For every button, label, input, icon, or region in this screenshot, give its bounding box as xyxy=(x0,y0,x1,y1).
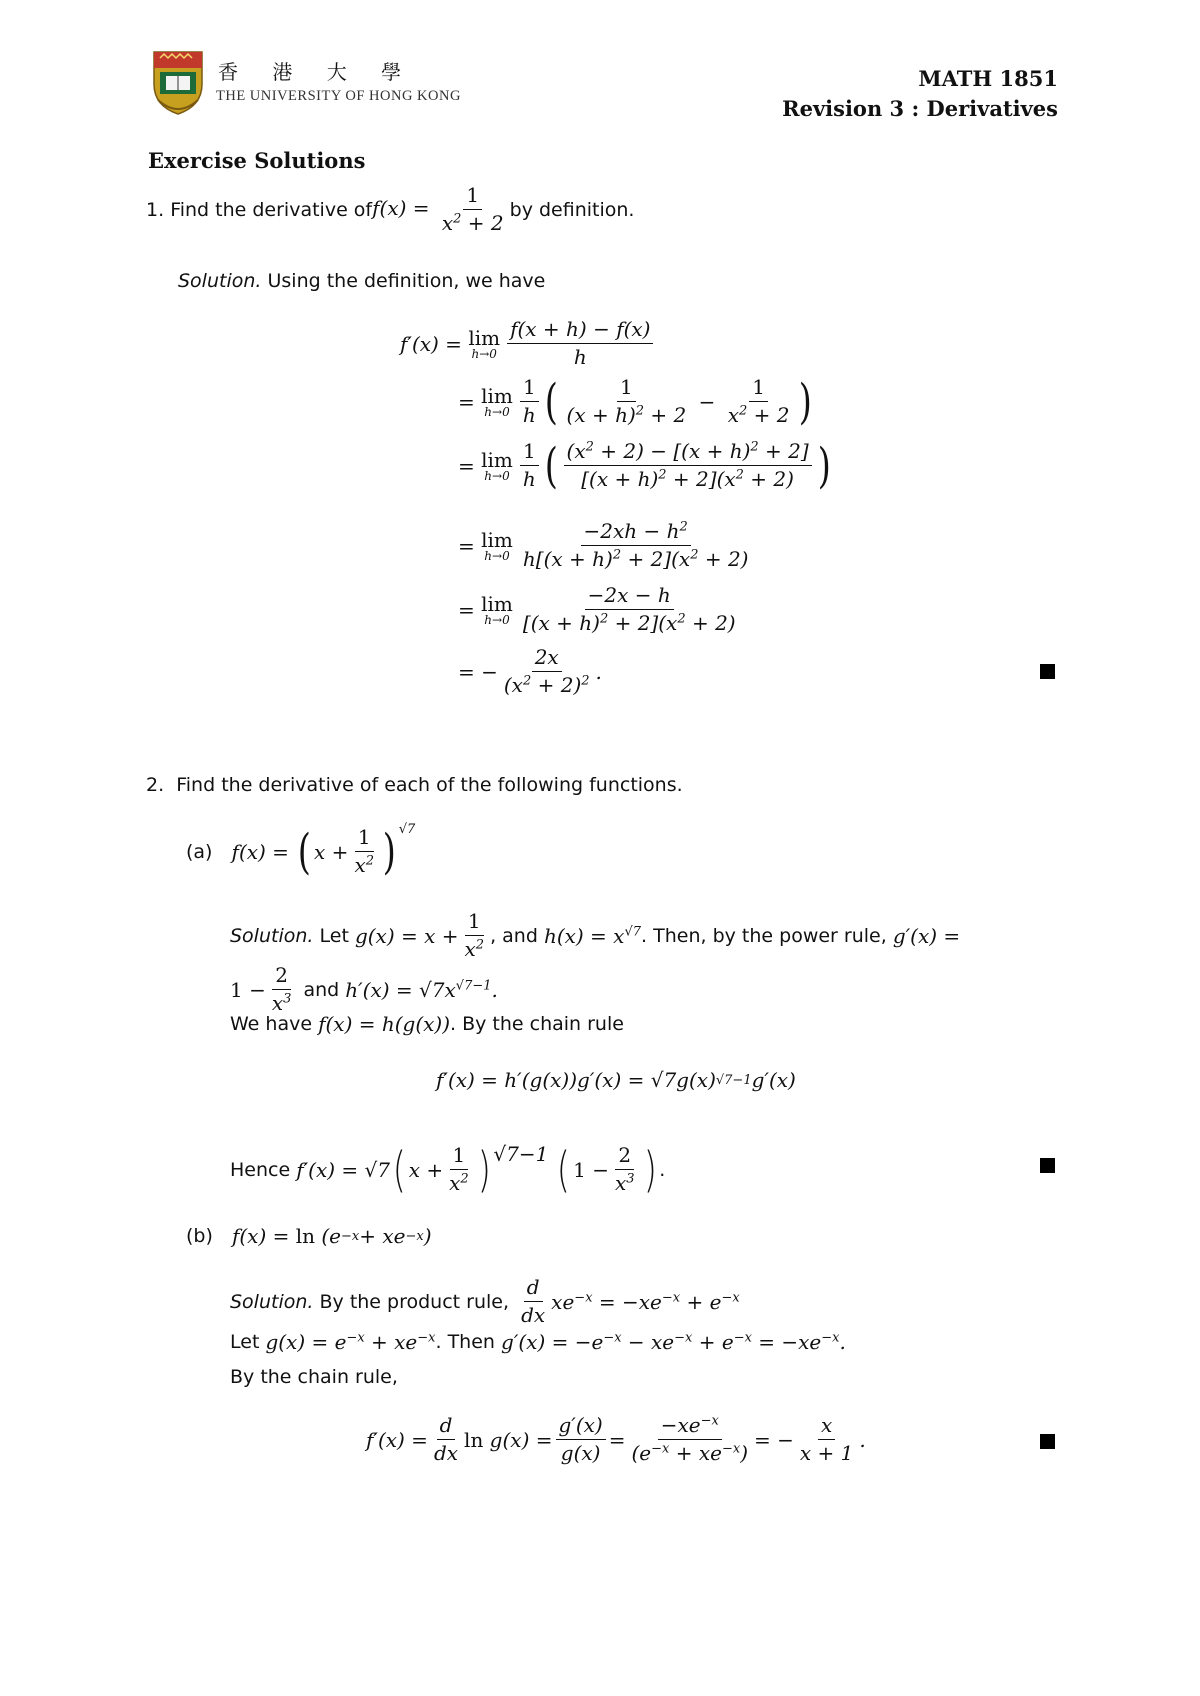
qed-square-2 xyxy=(1040,1158,1055,1173)
derivation-line-2: = lim h→0 $\frac{1}{h}$ ( $\frac{1}{(x + h)^2 + 2}$ − $\frac{1}{x^2 + 2}$ ) xyxy=(458,373,812,430)
part-b-solution-line-3: By the chain rule, xyxy=(230,1366,398,1388)
course-code: MATH 1851 xyxy=(918,66,1058,91)
problem-1-solution-intro: Solution. Using the definition, we have xyxy=(178,270,546,292)
derivation-line-3: = lim h→0 $\frac{1}{h}$ ( $\frac{(x^2 + 2) - [(x + h)^2 + 2]}{[(x + h)^2 + 2](x^2 + 2)}$ ) xyxy=(458,437,831,494)
part-a-solution-line-1: Solution. Let g(x) = x + $\frac{1}{x^2}$ , and $h(x) = x^{√7}$ . Then, by the power rule, g′(x) = xyxy=(230,909,961,961)
part-b-function: (b) f(x) = ln (e −x + xe −x ) xyxy=(186,1224,432,1248)
part-b-final-equation: f′(x) = $\frac{d}{dx}$ ln g(x) = $\frac{g'(x)}{g(x)}$ = $\frac{-xe^{-x}}{(e^{-x} + xe^{-x})}$ = − $\frac{x}{x + 1}$ . xyxy=(366,1413,866,1465)
revision-title: Revision 3 : Derivatives xyxy=(782,96,1058,121)
part-a-chain-rule-equation: f′(x) = h′(g(x))g′(x) = √7g(x) √7−1 g′(x) xyxy=(436,1068,796,1092)
derivation-line-4: = lim h→0 $\frac{-2xh - h^2}{h[(x + h)^2 + 2](x^2 + 2)}$ xyxy=(458,519,749,571)
problem-1-prompt-post: by definition. xyxy=(509,198,635,221)
part-a-solution-line-3: We have f(x) = h(g(x)) . By the chain rule xyxy=(230,1012,624,1036)
part-a-function: (a) f(x) = ( x + $\frac{1}{x^2}$ ) $^{√7}$ xyxy=(186,822,416,880)
derivation-line-5: = lim h→0 $\frac{-2x - h}{[(x + h)^2 + 2](x^2 + 2)}$ xyxy=(458,583,736,635)
part-a-solution-line-2: 1 − $\frac{2}{x^3}$ and $h'(x) = √7x^{√7-1}$. xyxy=(230,963,498,1015)
problem-1-number: 1. xyxy=(146,198,165,221)
derivation-line-1: f′(x) = lim h→0 $\frac{f(x + h) - f(x)}{h}$ xyxy=(400,318,656,369)
qed-square-1 xyxy=(1040,664,1055,679)
part-b-solution-line-1: Solution. By the product rule, $\frac{d}{dx}$ $xe^{-x} = -xe^{-x} + e^{-x}$ xyxy=(230,1275,740,1327)
problem-1-function: f(x) = $\frac{1}{x^2 + 2}$ xyxy=(372,183,504,235)
part-a-result: Hence f′(x) = √7 ( x + $\frac{1}{x^2}$ ) √7−1 ( 1 − $\frac{2}{x^3}$ ) . xyxy=(230,1141,666,1198)
problem-1-prompt-pre: Find the derivative of xyxy=(170,198,373,221)
university-crest-logo xyxy=(150,48,206,116)
derivation-line-6: = − $\frac{2x}{(x^2 + 2)^2}$ . xyxy=(458,645,602,697)
university-name-english: THE UNIVERSITY OF HONG KONG xyxy=(216,88,461,104)
problem-1-prompt xyxy=(146,184,634,235)
part-b-solution-line-2: Let $g(x) = e^{-x} + xe^{-x}$ . Then $g'(x) = -e^{-x} - xe^{-x} + e^{-x} = -xe^{-x}$. xyxy=(230,1330,846,1354)
section-title: Exercise Solutions xyxy=(148,148,366,173)
problem-2-prompt: 2. Find the derivative of each of the following functions. xyxy=(146,774,683,796)
university-name-chinese: 香 港 大 學 xyxy=(218,60,416,84)
qed-square-3 xyxy=(1040,1434,1055,1449)
